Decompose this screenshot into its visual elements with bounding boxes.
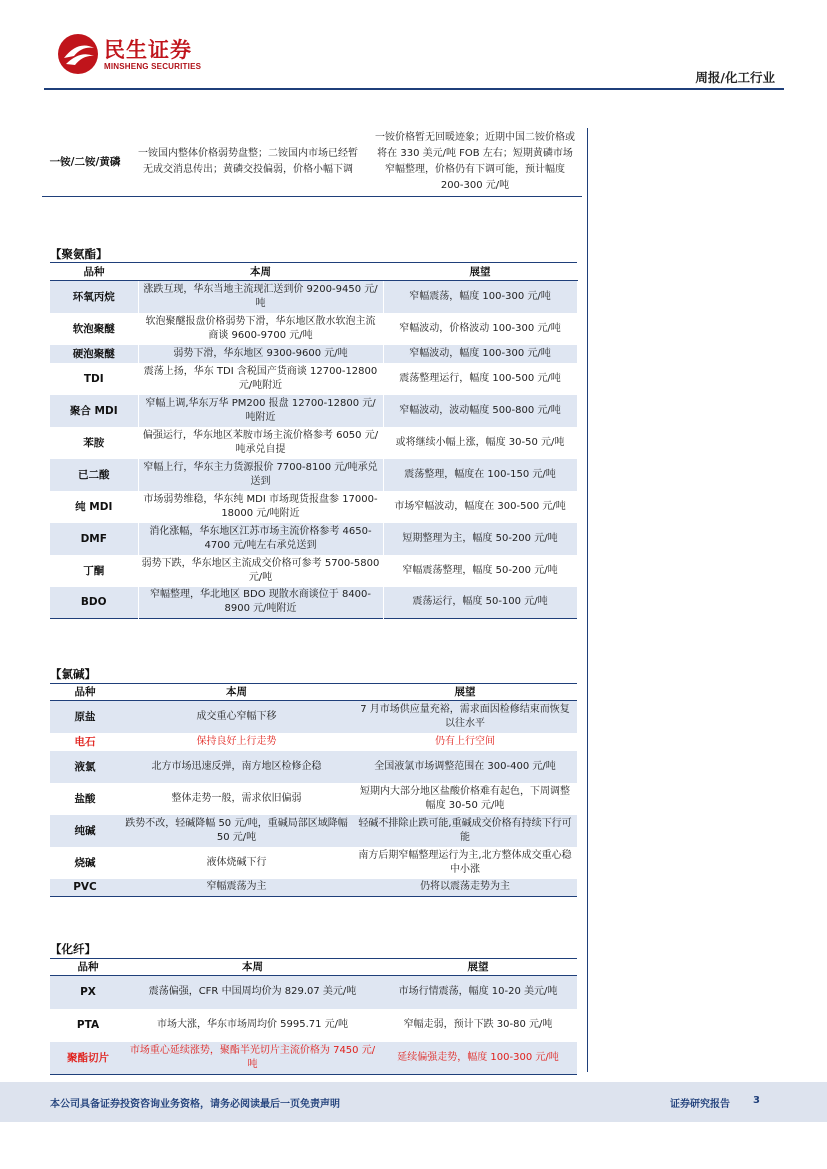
- cell-this-week: 市场弱势维稳，华东纯 MDI 市场现货报盘参 17000-18000 元/吨附近: [138, 491, 383, 523]
- cell-product: 已二酸: [50, 459, 138, 491]
- cell-this-week: 消化涨幅，华东地区江苏市场主流价格参考 4650-4700 元/吨左右承兑送到: [138, 523, 383, 555]
- cell-outlook: 短期整理为主，幅度 50-200 元/吨: [383, 523, 577, 555]
- cell-product: 苯胺: [50, 427, 138, 459]
- table-header-row: [50, 959, 577, 976]
- cell-product: 丁酮: [50, 555, 138, 587]
- cell-this-week: 涨跌互现，华东当地主流现汇送到价 9200-9450 元/吨: [138, 281, 383, 313]
- table-row: [50, 879, 577, 897]
- table-row: [50, 459, 577, 491]
- table-row: [50, 313, 577, 345]
- section-title-chlor-alkali: 【氯碱】: [50, 667, 96, 681]
- cell-outlook: 仍将以震荡走势为主: [353, 879, 577, 897]
- cell-outlook: 轻碱不排除止跌可能,重碱成交价格有持续下行可能: [353, 815, 577, 847]
- cell-this-week: 成交重心窄幅下移: [120, 701, 353, 733]
- cell-outlook: 全国液氯市场调整范围在 300-400 元/吨: [353, 751, 577, 783]
- cell-outlook: 震荡整理运行，幅度 100-500 元/吨: [383, 363, 577, 395]
- header-this-week: 本周: [126, 959, 379, 976]
- table-row: [50, 363, 577, 395]
- cell-product: 聚合 MDI: [50, 395, 138, 427]
- cell-product: PX: [50, 976, 126, 1009]
- cell-this-week: 保持良好上行走势: [196, 735, 277, 747]
- cell-this-week: 偏强运行，华东地区苯胺市场主流价格参考 6050 元/吨承兑自提: [138, 427, 383, 459]
- header-this-week: 本周: [120, 684, 353, 701]
- cell-product: 环氧丙烷: [50, 281, 138, 313]
- footer-report-type: 证券研究报告: [670, 1099, 730, 1110]
- cell-outlook: 震荡运行，幅度 50-100 元/吨: [383, 587, 577, 619]
- cell-product: 液氯: [50, 751, 120, 783]
- cell-this-week: 震荡偏强，CFR 中国周均价为 829.07 美元/吨: [126, 976, 379, 1009]
- cell-product: 一铵/二铵/黄磷: [49, 156, 121, 168]
- table-header-row: [50, 263, 577, 281]
- table-row: [50, 427, 577, 459]
- cell-product: 盐酸: [74, 792, 96, 805]
- cell-outlook: 南方后期窄幅整理运行为主,北方整体成交重心稳中小涨: [358, 849, 572, 875]
- cell-this-week: 液体烧碱下行: [206, 856, 267, 868]
- cell-product: 原盐: [50, 701, 120, 733]
- cell-this-week: 市场大涨，华东市场周均价 5995.71 元/吨: [156, 1019, 349, 1030]
- document-type: 周报/化工行业: [695, 70, 775, 85]
- cell-product: 纯 MDI: [50, 491, 138, 523]
- table-row: [50, 701, 577, 733]
- cell-this-week: 弱势下滑，华东地区 9300-9600 元/吨: [138, 345, 383, 363]
- table-row: [50, 976, 577, 1009]
- cell-product: 烧碱: [74, 856, 96, 869]
- header-product: 品种: [50, 684, 120, 701]
- table-row: [50, 733, 577, 751]
- cell-this-week: 一铵国内整体价格弱势盘整；二铵国内市场已经暂无成交消息传出；黄磷交投偏弱，价格小幅下调: [138, 148, 358, 175]
- cell-outlook: 窄幅走弱，预计下跌 30-80 元/吨: [403, 1019, 553, 1030]
- cell-this-week: 窄幅整理，华北地区 BDO 现散水商谈位于 8400-8900 元/吨附近: [138, 587, 383, 619]
- header-product: 品种: [50, 959, 126, 976]
- cell-outlook: 延续偏强走势，幅度 100-300 元/吨: [379, 1042, 577, 1075]
- section-title-polyurethane: 【聚氨酯】: [50, 247, 108, 261]
- table-row: [50, 587, 577, 619]
- table-row: [50, 1042, 577, 1075]
- cell-product: PVC: [50, 879, 120, 897]
- cell-this-week: 市场重心延续涨势，聚酯半光切片主流价格为 7450 元/吨: [126, 1042, 379, 1075]
- header-outlook: 展望: [383, 263, 577, 281]
- cell-this-week: 窄幅上调,华东万华 PM200 报盘 12700-12800 元/吨附近: [138, 395, 383, 427]
- logo-english-name: MINSHENG SECURITIES: [104, 62, 202, 71]
- table-row: [50, 555, 577, 587]
- cell-product: 电石: [74, 735, 96, 748]
- cell-outlook: 窄幅波动，波动幅度 500-800 元/吨: [383, 395, 577, 427]
- cell-product: DMF: [50, 523, 138, 555]
- cell-product: BDO: [50, 587, 138, 619]
- table-row: [50, 395, 577, 427]
- cell-product: 聚酯切片: [50, 1042, 126, 1075]
- cell-this-week: 北方市场迅速反弹，南方地区检修企稳: [120, 751, 353, 783]
- cell-outlook: 窄幅波动，价格波动 100-300 元/吨: [383, 313, 577, 345]
- table-row: [50, 783, 577, 815]
- cell-this-week: 震荡上扬，华东 TDI 含税国产货商谈 12700-12800 元/吨附近: [138, 363, 383, 395]
- table-row: [50, 815, 577, 847]
- cell-product: 纯碱: [50, 815, 120, 847]
- table-row: [50, 345, 577, 363]
- cell-outlook: 或将继续小幅上涨，幅度 30-50 元/吨: [383, 427, 577, 459]
- cell-outlook: 窄幅震荡，幅度 100-300 元/吨: [383, 281, 577, 313]
- company-logo: [56, 32, 246, 82]
- header-outlook: 展望: [353, 684, 577, 701]
- cell-product: TDI: [50, 363, 138, 395]
- chlor-alkali-table: [50, 683, 577, 897]
- table-row: [50, 847, 577, 879]
- header-outlook: 展望: [379, 959, 577, 976]
- cell-this-week: 跌势不改，轻碱降幅 50 元/吨，重碱局部区域降幅 50 元/吨: [120, 815, 353, 847]
- cell-outlook: 一铵价格暂无回暖迹象；近期中国二铵价格或将在 330 美元/吨 FOB 左右；短期黄磷市场窄幅整理，价格仍有下调可能，预计幅度 200-300 元/吨: [375, 132, 575, 191]
- cell-outlook: 市场行情震荡，幅度 10-20 美元/吨: [379, 976, 577, 1009]
- cell-outlook: 震荡整理，幅度在 100-150 元/吨: [383, 459, 577, 491]
- cell-outlook: 窄幅波动，幅度 100-300 元/吨: [383, 345, 577, 363]
- cell-outlook: 仍有上行空间: [435, 735, 495, 747]
- page-number: 3: [753, 1095, 760, 1106]
- header-product: 品种: [50, 263, 138, 281]
- polyurethane-table: [50, 262, 578, 619]
- cell-outlook: 短期内大部分地区盐酸价格难有起色，下周调整幅度 30-50 元/吨: [360, 785, 570, 811]
- table-row: [50, 751, 577, 783]
- cell-product: PTA: [76, 1019, 100, 1031]
- table-row: [42, 128, 582, 197]
- fiber-table: [50, 958, 577, 1075]
- cell-this-week: 弱势下跌，华东地区主流成交价格可参考 5700-5800 元/吨: [138, 555, 383, 587]
- minsheng-logo-icon: [56, 32, 100, 76]
- page-footer: [0, 1082, 827, 1122]
- section-title-fiber: 【化纤】: [50, 942, 96, 956]
- page-header: [0, 0, 827, 96]
- table-row: [50, 1009, 577, 1042]
- cell-this-week: 窄幅上行，华东主力货源报价 7700-8100 元/吨承兑送到: [138, 459, 383, 491]
- cell-this-week: 整体走势一般，需求依旧偏弱: [171, 792, 302, 804]
- header-this-week: 本周: [138, 263, 383, 281]
- cell-product: 硬泡聚醚: [50, 345, 138, 363]
- vertical-divider: [587, 128, 588, 1072]
- logo-chinese-name: 民生证券: [104, 38, 192, 62]
- table-row: [50, 281, 577, 313]
- footer-disclaimer: 本公司具备证券投资咨询业务资格，请务必阅读最后一页免责声明: [50, 1099, 340, 1110]
- header-divider: [44, 88, 784, 90]
- table-row: [50, 491, 577, 523]
- cell-outlook: 市场窄幅波动，幅度在 300-500 元/吨: [383, 491, 577, 523]
- cell-this-week: 软泡聚醚报盘价格弱势下滑，华东地区散水软泡主流商谈 9600-9700 元/吨: [138, 313, 383, 345]
- cell-outlook: 7 月市场供应量充裕，需求面因检修结束而恢复以往水平: [353, 701, 577, 733]
- cell-outlook: 窄幅震荡整理，幅度 50-200 元/吨: [383, 555, 577, 587]
- cell-product: 软泡聚醚: [50, 313, 138, 345]
- table-header-row: [50, 684, 577, 701]
- cell-this-week: 窄幅震荡为主: [120, 879, 353, 897]
- fertilizer-table: [42, 128, 582, 197]
- table-row: [50, 523, 577, 555]
